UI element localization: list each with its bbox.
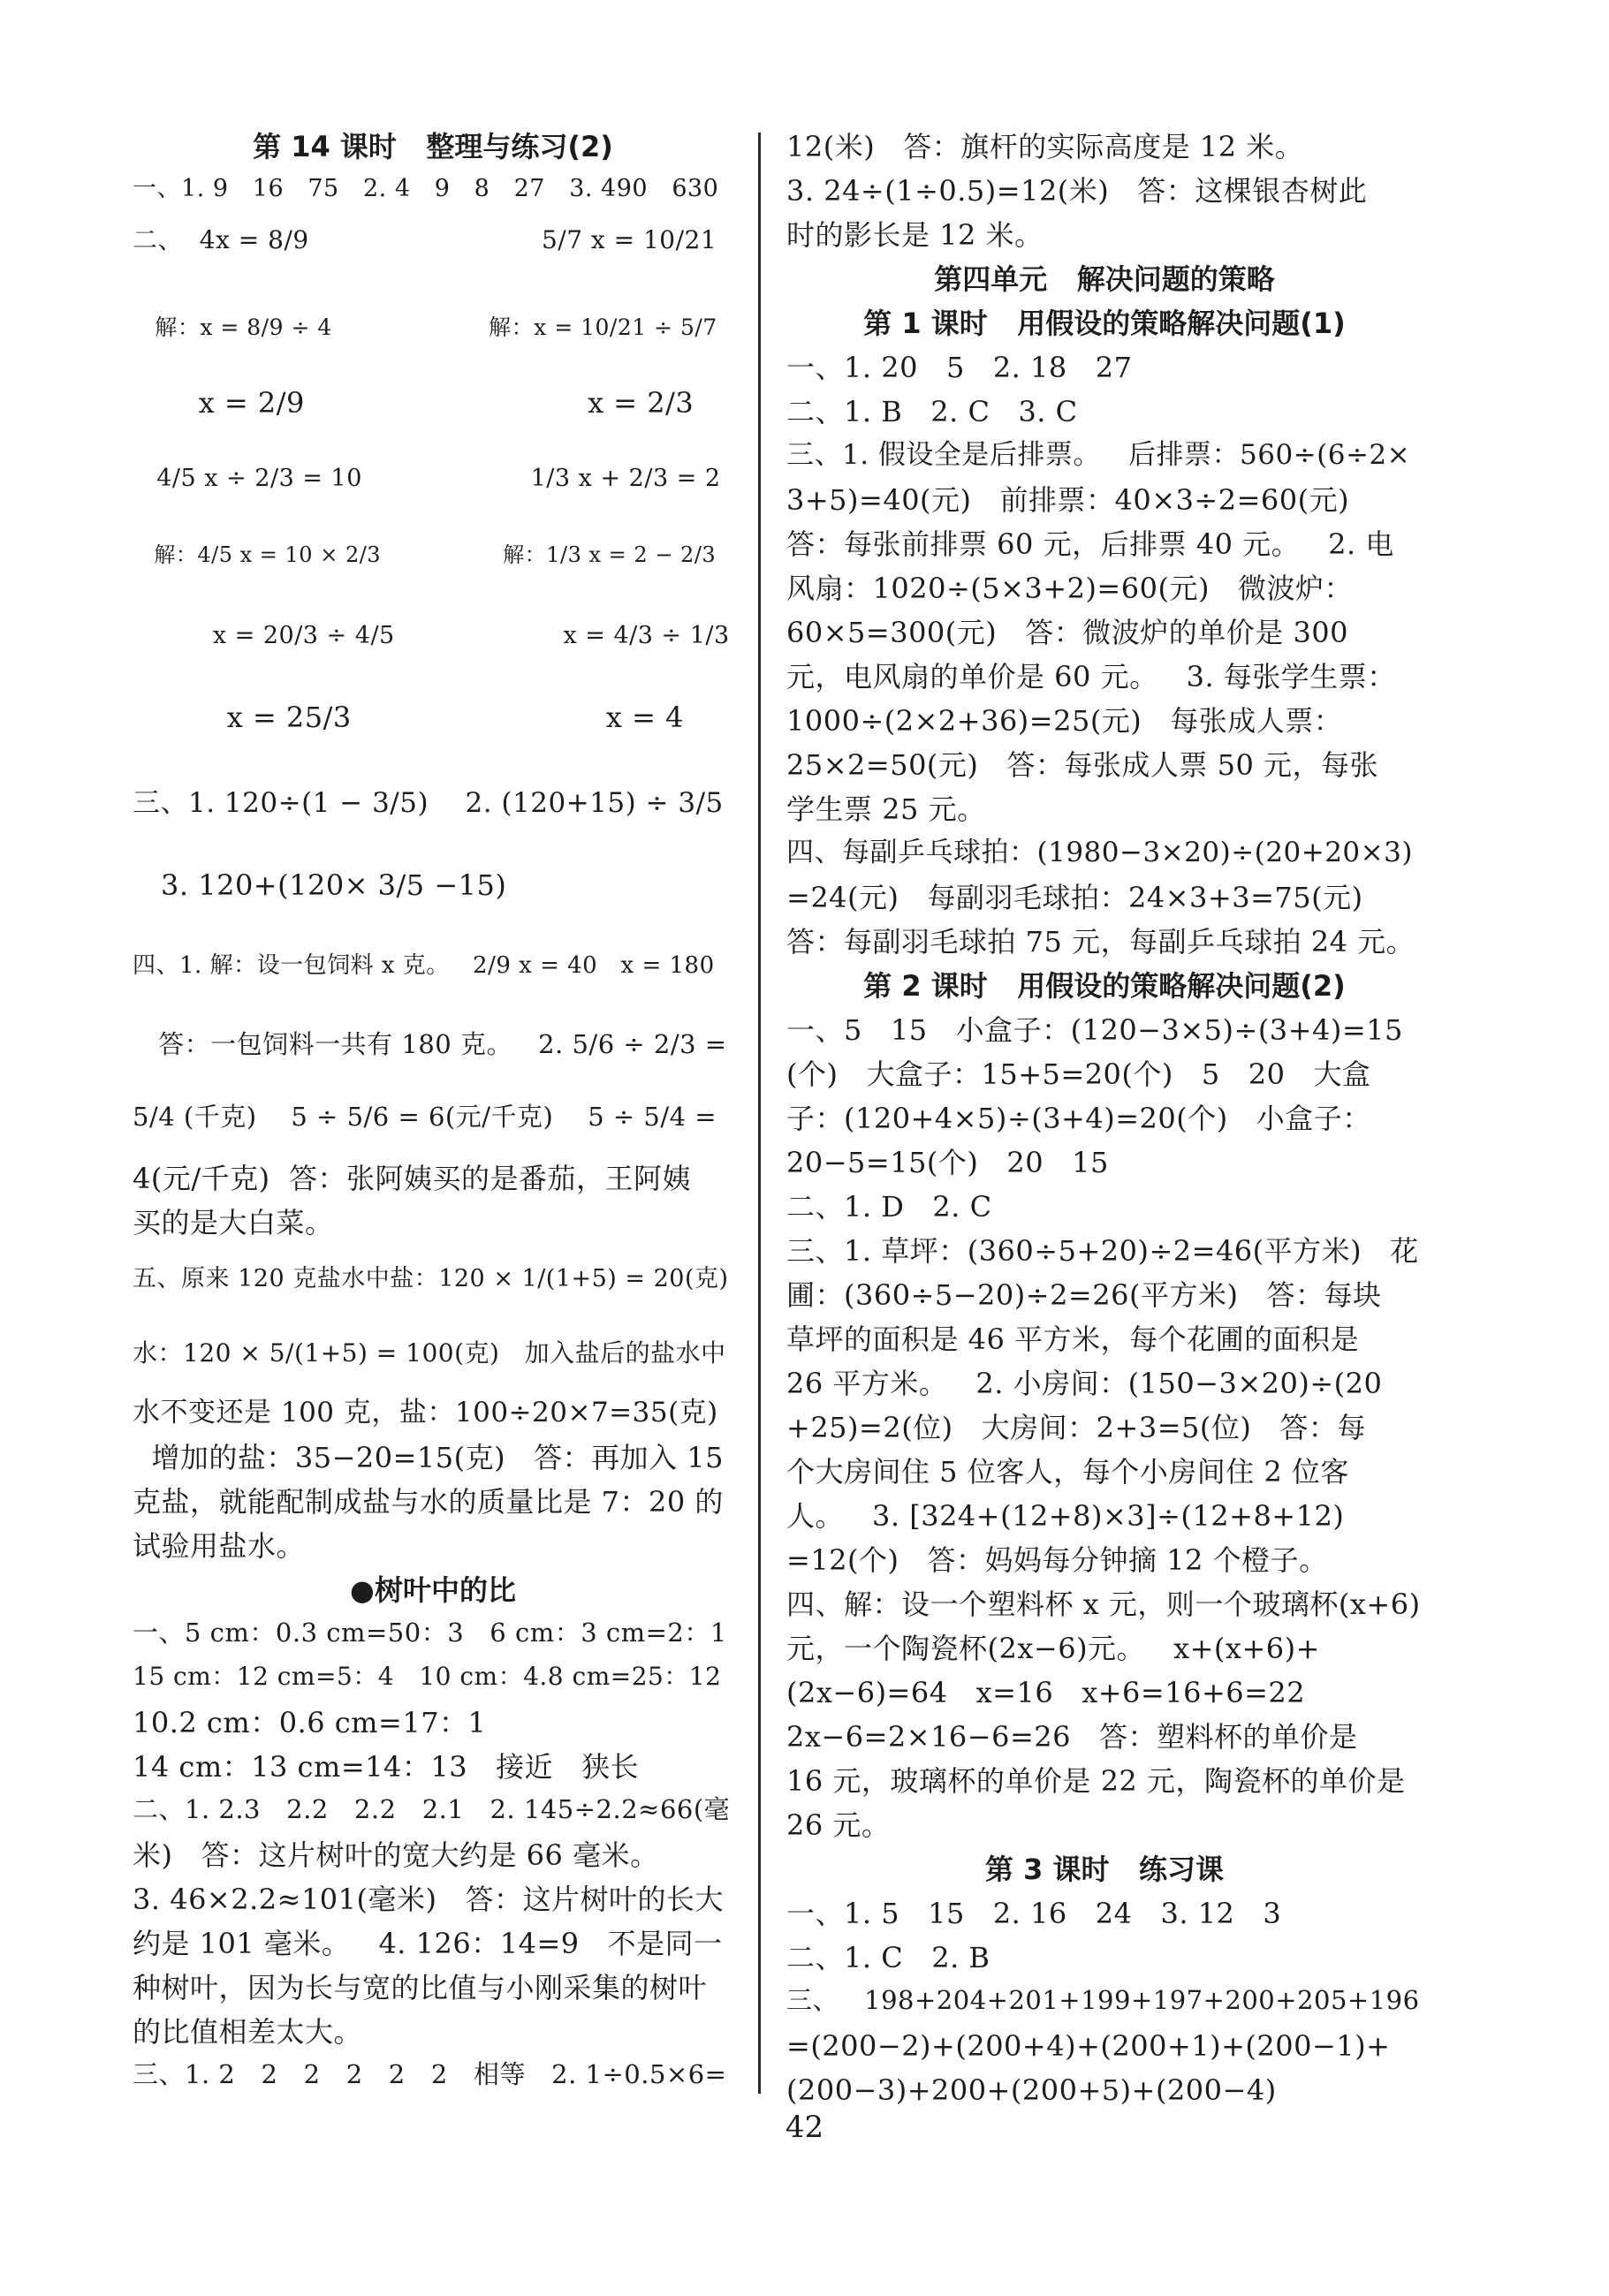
answer-line: 水不变还是 100 克，盐：100÷20×7=35(克)	[133, 1397, 718, 1428]
answer-line: 4/5 x ÷ 2/3 = 10 1/3 x + 2/3 = 2	[133, 465, 721, 492]
answer-line: x = 2/9 x = 2/3	[133, 386, 694, 420]
answer-line: 三、 198+204+201+199+197+200+205+196	[786, 1985, 1420, 2015]
answer-line: =12(个) 答：妈妈每分钟摘 12 个橙子。	[786, 1543, 1328, 1577]
lesson-heading: 第 3 课时 练习课	[985, 1853, 1224, 1886]
answer-line: =(200−2)+(200+4)+(200+1)+(200−1)+	[786, 2029, 1391, 2063]
answer-line: 26 平方米。 2. 小房间：(150−3×20)÷(20	[786, 1367, 1383, 1400]
answer-line: 四、每副乒乓球拍：(1980−3×20)÷(20+20×3)	[786, 837, 1413, 868]
answer-line: 试验用盐水。	[133, 1529, 306, 1563]
answer-line: 5/4 (千克) 5 ÷ 5/6 = 6(元/千克) 5 ÷ 5/4 =	[133, 1102, 717, 1132]
answer-line: 答：每副羽毛球拍 75 元，每副乒乓球拍 24 元。	[786, 925, 1415, 959]
unit-heading: 第四单元 解决问题的策略	[934, 262, 1275, 296]
answer-line: 二、1. 2.3 2.2 2.2 2.1 2. 145÷2.2≈66(毫	[133, 1794, 731, 1824]
lesson-heading: 第 2 课时 用假设的策略解决问题(2)	[863, 969, 1346, 1003]
answer-line: 26 元。	[786, 1808, 891, 1842]
answer-line: 答：一包饲料一共有 180 克。 2. 5/6 ÷ 2/3 =	[133, 1029, 727, 1059]
answer-line: 元，一个陶瓷杯(2x−6)元。 x+(x+6)+	[786, 1632, 1320, 1665]
answer-line: 五、原来 120 克盐水中盐：120 × 1/(1+5) = 20(克)	[133, 1265, 729, 1292]
answer-line: 解：x = 8/9 ÷ 4 解：x = 10/21 ÷ 5/7	[133, 314, 717, 340]
answer-line: 圃：(360÷5−20)÷2=26(平方米) 答：每块	[786, 1278, 1382, 1312]
answer-line: 个大房间住 5 位客人，每个小房间住 2 位客	[786, 1455, 1349, 1489]
answer-line: 风扇：1020÷(5×3+2)=60(元) 微波炉：	[786, 572, 1353, 605]
answer-line: 3. 24÷(1÷0.5)=12(米) 答：这棵银杏树此	[786, 174, 1368, 208]
answer-line: 一、1. 5 15 2. 16 24 3. 12 3	[786, 1897, 1282, 1930]
answer-line: 25×2=50(元) 答：每张成人票 50 元，每张	[786, 748, 1378, 782]
answer-line: 子：(120+4×5)÷(3+4)=20(个) 小盒子：	[786, 1102, 1371, 1135]
answer-line: 二、1. C 2. B	[786, 1941, 990, 1974]
answer-line: =24(元) 每副羽毛球拍：24×3+3=75(元)	[786, 881, 1363, 914]
lesson-heading: 第 1 课时 用假设的策略解决问题(1)	[863, 307, 1346, 340]
section-heading: ●树叶中的比	[350, 1573, 516, 1607]
answer-line: 四、1. 解：设一包饲料 x 克。 2/9 x = 40 x = 180	[133, 952, 715, 979]
answer-line: 四、解：设一个塑料杯 x 元，则一个玻璃杯(x+6)	[786, 1587, 1421, 1621]
answer-line: 元，电风扇的单价是 60 元。 3. 每张学生票：	[786, 660, 1396, 693]
answer-line: 三、1. 2 2 2 2 2 2 相等 2. 1÷0.5×6=	[133, 2059, 727, 2089]
answer-line: 的比值相差太大。	[133, 2015, 363, 2049]
answer-line: 解：4/5 x = 10 × 2/3 解：1/3 x = 2 − 2/3	[133, 542, 717, 567]
answer-line: 3. 46×2.2≈101(毫米) 答：这片树叶的长大	[133, 1883, 725, 1916]
answer-line: 二、1. B 2. C 3. C	[786, 395, 1078, 428]
column-divider	[758, 133, 761, 2094]
answer-line: 三、1. 假设全是后排票。 后排票：560÷(6÷2×	[786, 439, 1411, 471]
answer-line: 3. 120+(120× 3/5 −15)	[133, 868, 507, 902]
lesson-heading: 第 14 课时 整理与练习(2)	[253, 130, 613, 163]
answer-line: 2x−6=2×16−6=26 答：塑料杯的单价是	[786, 1720, 1358, 1754]
answer-line: 三、1. 草坪：(360÷5+20)÷2=46(平方米) 花	[786, 1234, 1419, 1268]
answer-line: 一、1. 20 5 2. 18 27	[786, 351, 1133, 384]
answer-line: 20−5=15(个) 20 15	[786, 1146, 1109, 1179]
page-number: 42	[785, 2110, 824, 2145]
answer-line: x = 25/3 x = 4	[133, 701, 684, 734]
answer-line: 14 cm：13 cm=14：13 接近 狭长	[133, 1750, 640, 1784]
answer-line: 克盐，就能配制成盐与水的质量比是 7：20 的	[133, 1485, 724, 1519]
answer-line: 种树叶，因为长与宽的比值与小刚采集的树叶	[133, 1971, 708, 2004]
answer-line: 米) 答：这片树叶的宽大约是 66 毫米。	[133, 1838, 659, 1872]
answer-line: 三、1. 120÷(1 − 3/5) 2. (120+15) ÷ 3/5	[133, 787, 724, 819]
answer-line: 草坪的面积是 46 平方米，每个花圃的面积是	[786, 1322, 1360, 1356]
answer-line: 3+5)=40(元) 前排票：40×3÷2=60(元)	[786, 483, 1350, 517]
answer-line: 二、1. D 2. C	[786, 1190, 992, 1224]
answer-line: 买的是大白菜。	[133, 1206, 334, 1239]
answer-line: 4(元/千克) 答：张阿姨买的是番茄，王阿姨	[133, 1162, 691, 1195]
answer-line: 时的影长是 12 米。	[786, 218, 1044, 252]
answer-line: 二、 4x = 8/9 5/7 x = 10/21	[133, 225, 717, 254]
answer-line: 答：每张前排票 60 元，后排票 40 元。 2. 电	[786, 527, 1394, 561]
answer-line: x = 20/3 ÷ 4/5 x = 4/3 ÷ 1/3	[133, 622, 730, 649]
answer-line: 人。 3. [324+(12+8)×3]÷(12+8+12)	[786, 1499, 1345, 1533]
answer-line: (2x−6)=64 x=16 x+6=16+6=22	[786, 1676, 1306, 1709]
answer-line: 1000÷(2×2+36)=25(元) 每张成人票：	[786, 704, 1343, 738]
answer-line: 增加的盐：35−20=15(克) 答：再加入 15	[133, 1441, 725, 1474]
answer-line: +25)=2(位) 大房间：2+3=5(位) 答：每	[786, 1411, 1366, 1444]
answer-line: 15 cm：12 cm=5：4 10 cm：4.8 cm=25：12	[133, 1662, 722, 1691]
answer-line: 10.2 cm：0.6 cm=17：1	[133, 1706, 487, 1739]
answer-line: 一、1. 9 16 75 2. 4 9 8 27 3. 490 630	[133, 175, 719, 202]
answer-line: 16 元，玻璃杯的单价是 22 元，陶瓷杯的单价是	[786, 1764, 1406, 1798]
answer-line: 60×5=300(元) 答：微波炉的单价是 300	[786, 616, 1349, 649]
answer-line: (个) 大盒子：15+5=20(个) 5 20 大盒	[786, 1057, 1371, 1091]
answer-line: 水：120 × 5/(1+5) = 100(克) 加入盐后的盐水中	[133, 1338, 726, 1368]
answer-line: 12(米) 答：旗杆的实际高度是 12 米。	[786, 130, 1304, 163]
answer-line: (200−3)+200+(200+5)+(200−4)	[786, 2073, 1277, 2107]
answer-line: 一、5 15 小盒子：(120−3×5)÷(3+4)=15	[786, 1013, 1403, 1047]
answer-line: 学生票 25 元。	[786, 792, 986, 826]
answer-line: 一、5 cm：0.3 cm=50：3 6 cm：3 cm=2：1	[133, 1618, 727, 1648]
answer-line: 约是 101 毫米。 4. 126：14=9 不是同一	[133, 1927, 723, 1960]
